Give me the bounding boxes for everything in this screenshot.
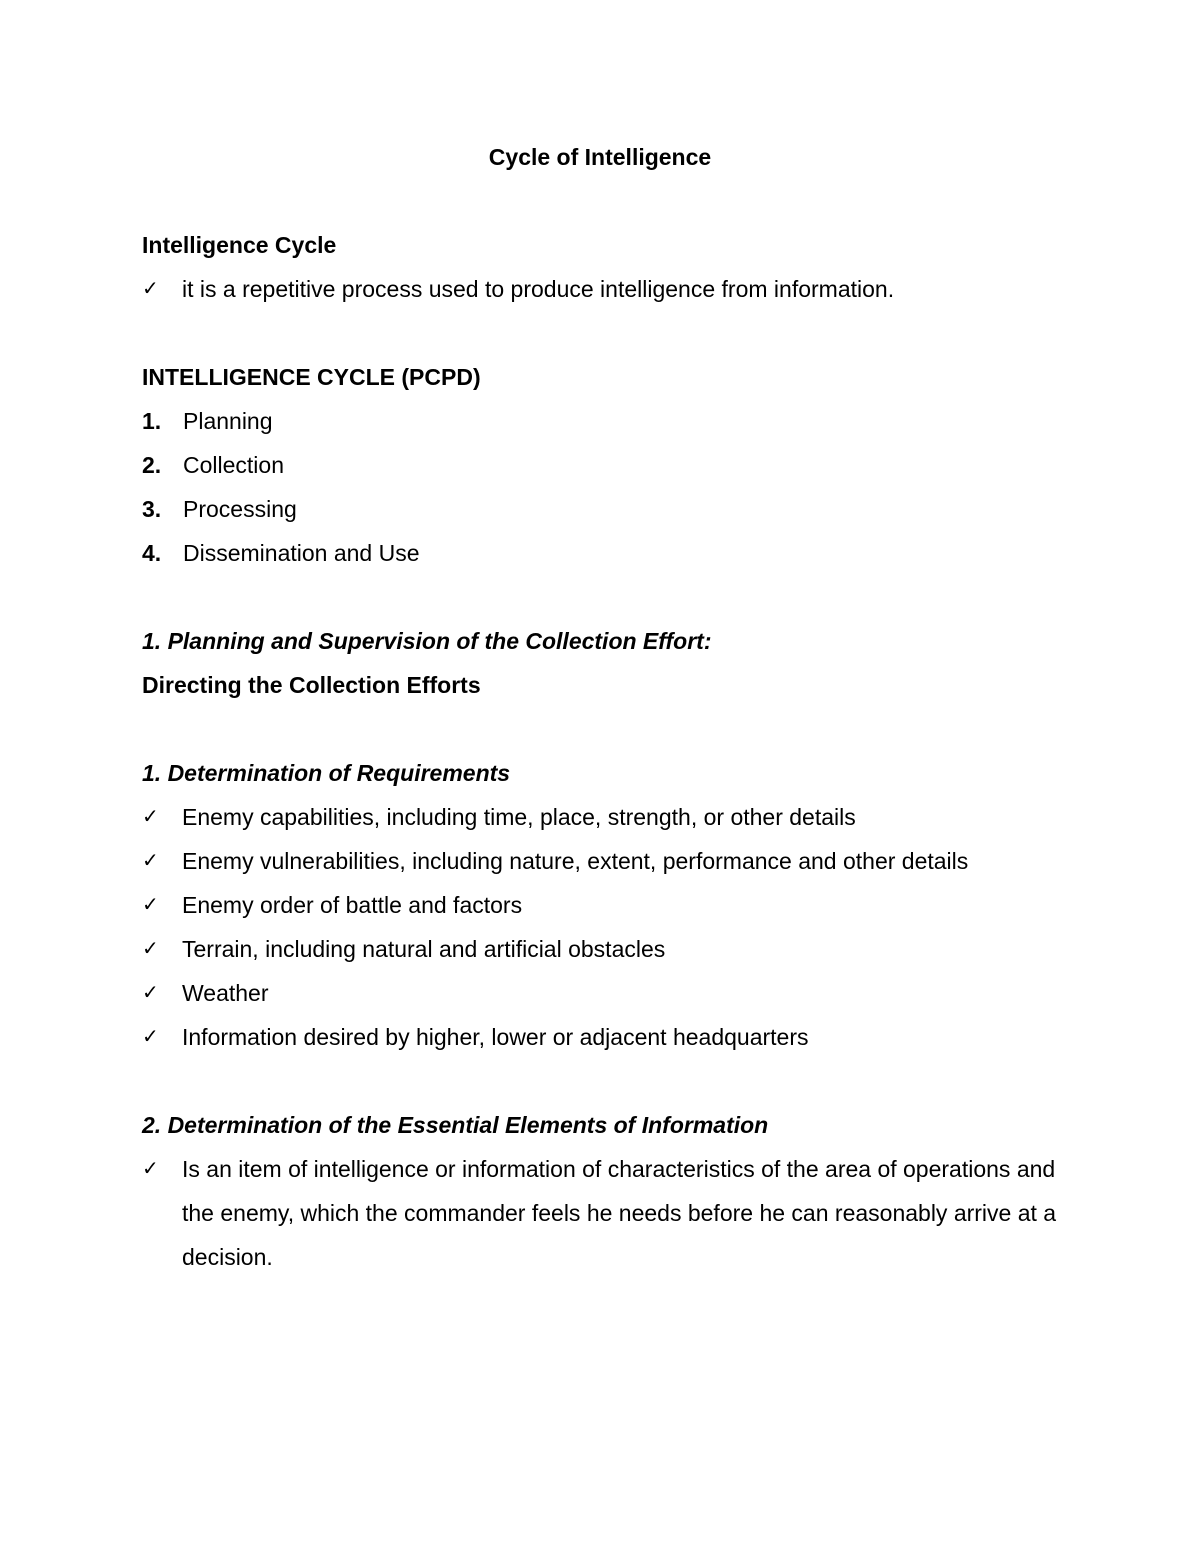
section-heading-determination-requirements: 1. Determination of Requirements	[142, 760, 511, 786]
checkmark-icon: ✓	[142, 1026, 159, 1048]
section-heading-pcpd: INTELLIGENCE CYCLE (PCPD)	[142, 364, 481, 390]
section-heading-planning-supervision: 1. Planning and Supervision of the Collection Effort:	[142, 628, 712, 654]
checkmark-icon: ✓	[142, 278, 159, 300]
list-item	[142, 927, 1082, 971]
list-item-text: Weather	[182, 980, 269, 1006]
spacer	[142, 179, 1082, 223]
spacer	[142, 575, 1082, 619]
item-text: Processing	[183, 496, 297, 522]
list-item-text: Information desired by higher, lower or adjacent headquarters	[182, 1024, 809, 1050]
checkmark-icon: ✓	[142, 1158, 159, 1180]
spacer	[142, 1059, 1082, 1103]
list-item	[142, 839, 1082, 883]
numbered-item	[142, 399, 1082, 443]
numbered-item	[142, 531, 1082, 575]
checkmark-icon: ✓	[142, 850, 159, 872]
numbered-item	[142, 487, 1082, 531]
list-item-text: Is an item of intelligence or information of characteristics of the area of operations and the enemy, which the commander feels he needs before he can reasonably arrive at a decision.	[182, 1156, 1057, 1270]
list-item	[142, 971, 1082, 1015]
section-heading-intelligence-cycle: Intelligence Cycle	[142, 232, 337, 258]
checkmark-icon: ✓	[142, 806, 159, 828]
list-item-text: Terrain, including natural and artificial obstacles	[182, 936, 666, 962]
checkmark-icon: ✓	[142, 894, 159, 916]
list-item	[142, 1147, 1082, 1279]
checkmark-icon: ✓	[142, 938, 159, 960]
checkmark-icon: ✓	[142, 982, 159, 1004]
spacer	[142, 707, 1082, 751]
item-number: 2.	[142, 452, 162, 478]
item-number: 4.	[142, 540, 162, 566]
item-number: 3.	[142, 496, 162, 522]
item-number: 1.	[142, 408, 162, 434]
list-item-text: it is a repetitive process used to produce intelligence from information.	[182, 276, 895, 302]
section-heading-directing-collection: Directing the Collection Efforts	[142, 672, 481, 698]
document-page	[142, 135, 1082, 1279]
document-title: Cycle of Intelligence	[488, 144, 712, 170]
item-text: Dissemination and Use	[183, 540, 420, 566]
item-text: Planning	[183, 408, 273, 434]
section-heading-essential-elements: 2. Determination of the Essential Elements of Information	[142, 1112, 769, 1138]
numbered-item	[142, 443, 1082, 487]
list-item	[142, 795, 1082, 839]
item-text: Collection	[183, 452, 284, 478]
list-item-text: Enemy vulnerabilities, including nature, extent, performance and other details	[182, 848, 969, 874]
list-item	[142, 267, 1082, 311]
list-item	[142, 1015, 1082, 1059]
spacer	[142, 311, 1082, 355]
list-item	[142, 883, 1082, 927]
list-item-text: Enemy capabilities, including time, place, strength, or other details	[182, 804, 856, 830]
list-item-text: Enemy order of battle and factors	[182, 892, 523, 918]
